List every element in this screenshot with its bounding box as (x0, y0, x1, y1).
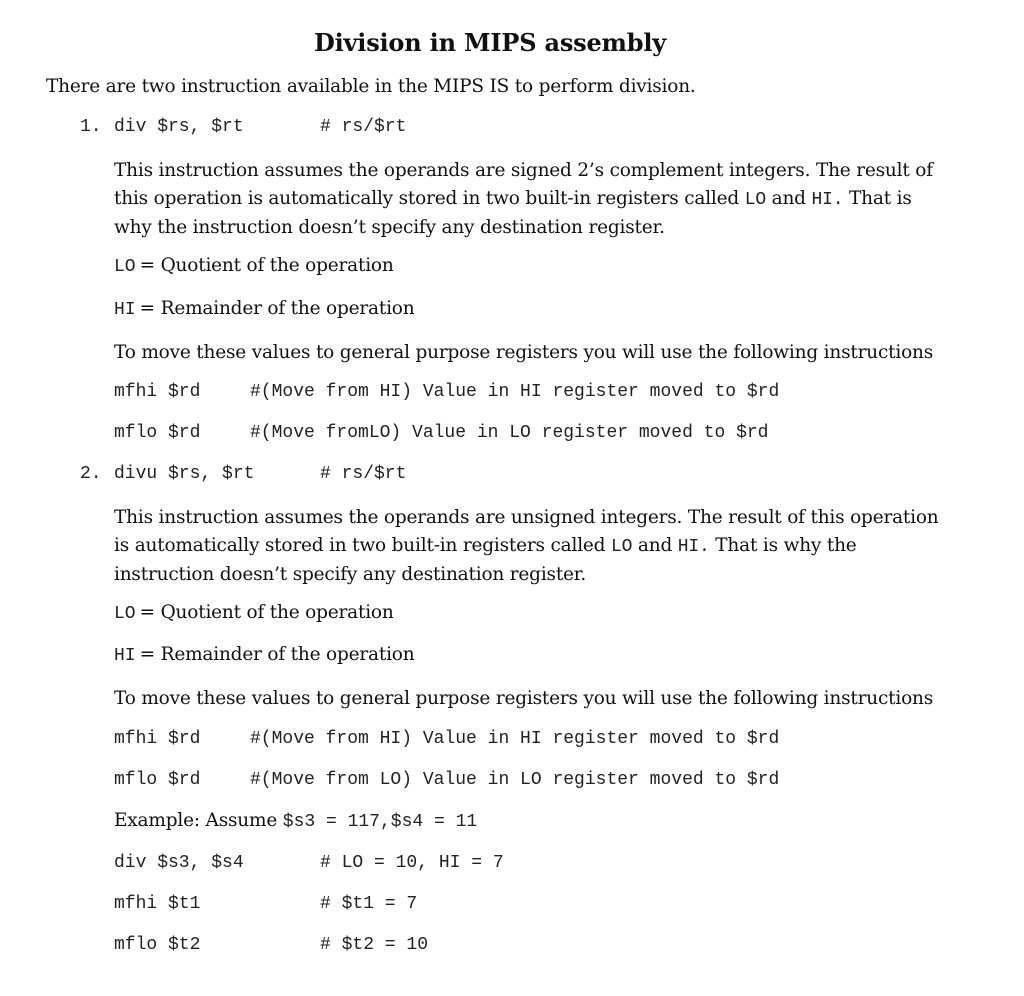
example-line-2-comment: # $t1 = 7 (320, 894, 418, 914)
item2-number: 2. (80, 464, 102, 484)
example-line-1-comment: # LO = 10, HI = 7 (320, 853, 504, 873)
example-assume-code: $s3 = 117,$s4 = 11 (282, 812, 478, 832)
item1-lo-line (114, 255, 394, 277)
item1-desc-part-a: This instruction assumes the operands are signed 2’s complement integers. The result of this operation is automatically stored in two built-in registers called (114, 160, 933, 209)
item1-number: 1. (80, 117, 102, 137)
example-line-3-comment: # $t2 = 10 (320, 935, 429, 955)
example-line-3-code: mflo $t2 (114, 935, 201, 955)
item1-lo-text: = Quotient of the operation (139, 255, 394, 276)
item2-lo-line (114, 602, 394, 624)
item1-desc-reg-lo: LO (744, 189, 766, 210)
intro-text: There are two instruction available in the MIPS IS to perform division. (46, 76, 696, 97)
item1-move-text: To move these values to general purpose registers you will use the following instructions (114, 342, 934, 363)
item1-desc-part-b: That is why the instruction doesn’t specify any destination register. (114, 187, 912, 238)
item1-desc-reg-hi: HI. (811, 189, 844, 210)
item2-code: divu $rs, $rt (114, 464, 255, 484)
item2-mflo-code: mflo $rd (114, 770, 201, 790)
item2-hi-reg: HI (114, 646, 136, 666)
item1-hi-text: = Remainder of the operation (139, 298, 415, 319)
item1-mflo-comment: #(Move fromLO) Value in LO register moved to $rd (250, 423, 769, 443)
document-title: Division in MIPS assembly (314, 28, 666, 57)
item2-comment: # rs/$rt (320, 464, 407, 484)
item1-desc-and: and (765, 187, 812, 209)
item2-hi-text: = Remainder of the operation (139, 644, 415, 665)
item2-desc-part-b: That is why the instruction doesn’t specify any destination register. (114, 534, 857, 585)
example-line-2-code: mfhi $t1 (114, 894, 201, 914)
item1-hi-reg: HI (114, 300, 136, 320)
example-assume-line (114, 810, 477, 832)
item1-code: div $rs, $rt (114, 117, 244, 137)
item2-lo-text: = Quotient of the operation (139, 602, 394, 623)
item1-hi-line (114, 298, 414, 320)
item2-mfhi-comment: #(Move from HI) Value in HI register moved to $rd (250, 729, 780, 749)
item1-lo-reg: LO (114, 257, 136, 277)
item1-mflo-code: mflo $rd (114, 423, 201, 443)
item2-lo-reg: LO (114, 604, 136, 624)
item1-description (114, 157, 944, 242)
item2-move-text: To move these values to general purpose registers you will use the following instructions (114, 688, 934, 709)
example-label: Example: Assume (114, 810, 283, 831)
item2-hi-line (114, 644, 414, 666)
item1-mfhi-code: mfhi $rd (114, 382, 201, 402)
item1-mfhi-comment: #(Move from HI) Value in HI register moved to $rd (250, 382, 780, 402)
item2-mfhi-code: mfhi $rd (114, 729, 201, 749)
item1-comment: # rs/$rt (320, 117, 407, 137)
item2-desc-part-a: This instruction assumes the operands are unsigned integers. The result of this operation is automatically stored in two built-in registers called (114, 507, 939, 556)
item2-desc-reg-hi: HI. (677, 536, 710, 557)
example-line-1-code: div $s3, $s4 (114, 853, 244, 873)
item2-desc-and: and (632, 534, 678, 556)
item2-description (114, 504, 944, 589)
item2-mflo-comment: #(Move from LO) Value in LO register moved to $rd (250, 770, 780, 790)
item2-desc-reg-lo: LO (611, 536, 633, 557)
